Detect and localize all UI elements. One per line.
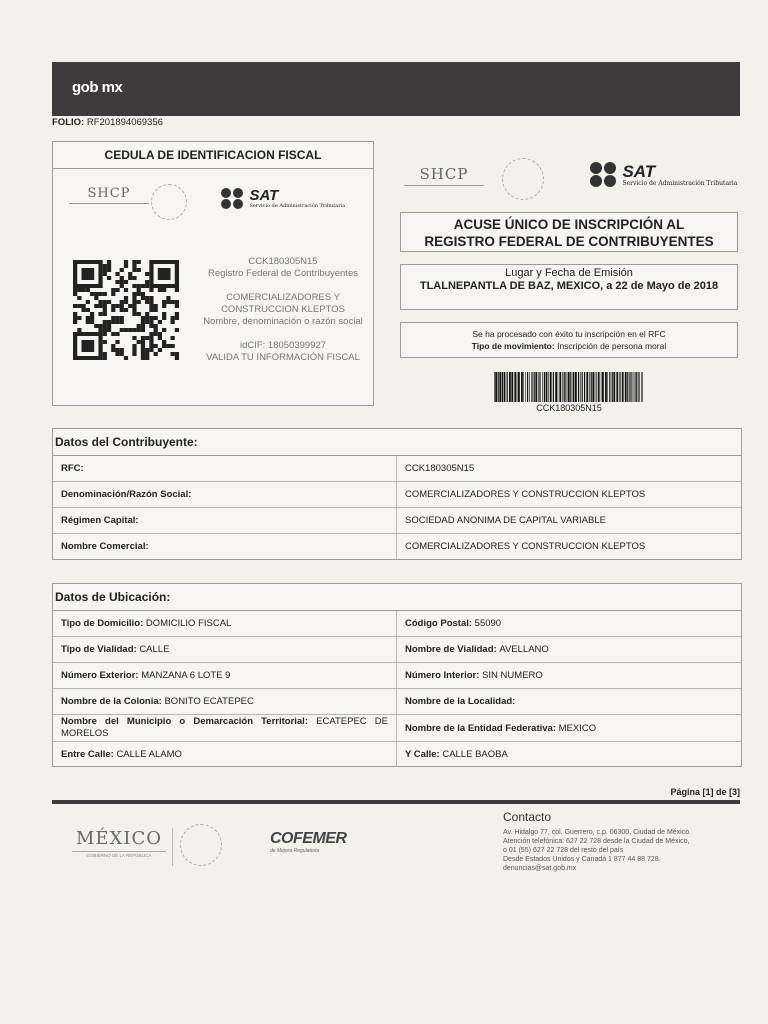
- cedula-name: COMERCIALIZADORES Y CONSTRUCCION KLEPTOS: [221, 292, 345, 315]
- cedula-rfc: CCK180305N15: [248, 256, 318, 267]
- cedula-box: [52, 141, 374, 406]
- cedula-info: [203, 256, 363, 376]
- contribuyente-section: [52, 428, 742, 560]
- folio-value: RF201894069356: [86, 117, 163, 128]
- cedula-valida: VALIDA TU INFORMACIÓN FISCAL: [206, 352, 360, 363]
- contacto-email[interactable]: denuncias@sat.gob.mx: [503, 865, 577, 872]
- sat-logo-small: SAT Servicio de Administración Tributaria: [221, 188, 345, 210]
- qr-code: [73, 260, 179, 360]
- acuse-title: ACUSE ÚNICO DE INSCRIPCIÓN AL REGISTRO FEDERAL DE CONTRIBUYENTES: [400, 212, 738, 252]
- table-row: Tipo de Domicilio: DOMICILIO FISCAL Código Postal: 55090: [53, 611, 741, 637]
- table-row: RFC: CCK180305N15: [53, 456, 741, 482]
- page-number: Página [1] de [3]: [670, 787, 740, 797]
- folio: [52, 117, 163, 128]
- contacto-title: Contacto: [503, 810, 552, 824]
- seal-icon-footer: [180, 824, 222, 866]
- contacto-line: Av. Hidalgo 77, col. Guerrero, c.p. 06300, Ciudad de México.: [503, 829, 692, 836]
- shcp-logo: SHCP: [404, 165, 484, 192]
- table-row: Nombre de la Colonia: BONITO ECATEPEC Nombre de la Localidad:: [53, 689, 741, 715]
- logo-divider: [172, 828, 173, 866]
- mexico-logo: MÉXICO GOBIERNO DE LA REPÚBLICA: [72, 828, 166, 858]
- footer-rule: [52, 800, 740, 804]
- sat-logo: SAT Servicio de Administración Tributaria: [590, 162, 737, 188]
- tipo-value: Inscripción de persona moral: [557, 341, 667, 351]
- shcp-logo-small: SHCP: [69, 186, 149, 210]
- lugar-value: TLALNEPANTLA DE BAZ, MEXICO, a 22 de Mayo de 2018: [419, 280, 719, 292]
- lugar-label: Lugar y Fecha de Emisión: [505, 267, 633, 279]
- cofemer-logo: COFEMER de Mejora Regulatoria: [270, 830, 347, 854]
- ubicacion-section: [52, 583, 742, 767]
- proceso-box: [400, 322, 738, 358]
- cedula-idcif: idCIF: 18050399927: [239, 340, 327, 351]
- table-row: Número Exterior: MANZANA 6 LOTE 9 Número Interior: SIN NUMERO: [53, 663, 741, 689]
- table-row: Entre Calle: CALLE ALAMO Y Calle: CALLE BAOBA: [53, 742, 741, 766]
- gobmx-logo: gob mx: [72, 79, 123, 96]
- cedula-title: CEDULA DE IDENTIFICACION FISCAL: [53, 142, 373, 169]
- proceso-message: Se ha procesado con éxito tu inscripción en el RFC: [472, 329, 666, 339]
- table-row: Tipo de Vialidad: CALLE Nombre de Vialidad: AVELLANO: [53, 637, 741, 663]
- tipo-label: Tipo de movimiento:: [471, 341, 555, 351]
- contacto-line: Atención telefónica: 627 22 728 desde la Ciudad de México,: [503, 838, 690, 845]
- table-row: Nombre del Municipio o Demarcación Territorial: ECATEPEC DE MORELOS Nombre de la Entidad Federativa: MEXICO: [53, 715, 741, 742]
- barcode-text: CCK180305N15: [536, 403, 602, 413]
- cedula-rfc-label: Registro Federal de Contribuyentes: [208, 268, 358, 279]
- barcode: [494, 372, 644, 402]
- seal-icon-large: [502, 158, 544, 200]
- table-row: Nombre Comercial: COMERCIALIZADORES Y CONSTRUCCION KLEPTOS: [53, 534, 741, 559]
- cedula-name-label: Nombre, denominación o razón social: [203, 316, 363, 327]
- contacto-line: o 01 (55) 627 22 728 del resto del país: [503, 847, 624, 854]
- ubicacion-title: Datos de Ubicación:: [53, 584, 741, 611]
- table-row: Denominación/Razón Social: COMERCIALIZADORES Y CONSTRUCCION KLEPTOS: [53, 482, 741, 508]
- contribuyente-title: Datos del Contribuyente:: [53, 429, 741, 456]
- contacto-block: [503, 810, 743, 873]
- header-bar: [52, 62, 740, 116]
- lugar-fecha-box: [400, 264, 738, 310]
- sat-dots-icon-large: [590, 162, 618, 188]
- folio-label: FOLIO:: [52, 117, 85, 128]
- contacto-line: Desde Estados Unidos y Canadá 1 877 44 88 728.: [503, 856, 661, 863]
- seal-icon: [151, 184, 187, 220]
- sat-dots-icon: [221, 188, 245, 210]
- table-row: Régimen Capital: SOCIEDAD ANONIMA DE CAPITAL VARIABLE: [53, 508, 741, 534]
